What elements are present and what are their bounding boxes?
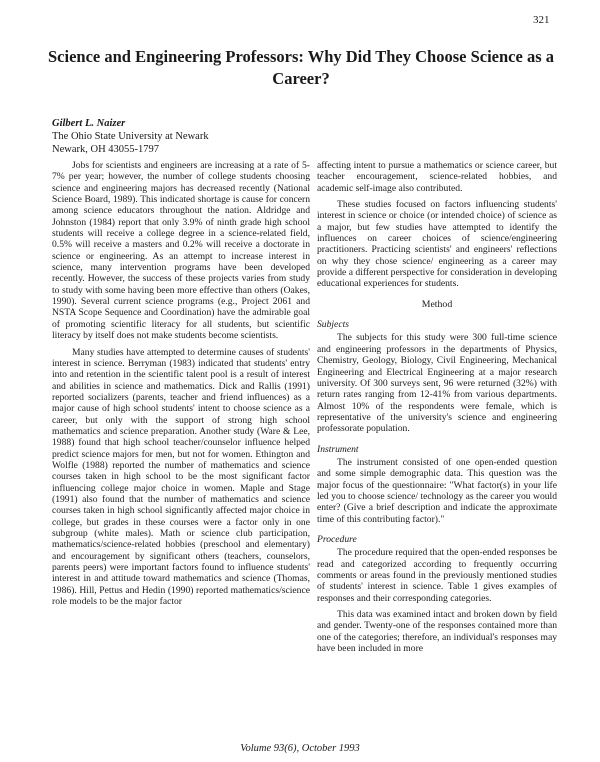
paragraph: Many studies have attempted to determine causes of students' interest in science. Berryman (1983) indicated that students' entry into and retention in the scientific talent pool is a result of interest and abilities in science and mathematics. Dick and Rallis (1991) reported socializers (parents, teacher and friend influences) as a major cause of high school students' intent to choose science as a career, but only with the support of strong high school mathematics and science preparation. Another study (Ware & Lee, 1988) found that high school teacher/counselor influence helped predict science majors for men, but not for women. Ethington and Wolfle (1988) reported the number of mathematics and science courses taken in high school to be the most significant factor influencing college major choice in women. Maple and Stage (1991) also found that the number of mathematics and science courses taken in high school significantly affected major choice in college, but grades in these courses were a factor only in one subgroup (white males). Math or science club participation, mathematics/science-related hobbies (preschool and elementary) and encouragement by significant others (teachers, counselors, parents peers) were important factors found to influence students' interest in and attitude toward mathematics and science (Thomas, 1986). Hill, Pettus and Hedin (1990) reported mathematics/science role models to be the major factor (52, 346, 310, 608)
journal-footer: Volume 93(6), October 1993 (240, 743, 360, 754)
paragraph: The instrument consisted of one open-ended question and some simple demographic data. This question was the major focus of the questionnaire: "What factor(s) in your life led you to choose science/ technology as the career you would enter? (Give a brief description and indicate the approximate time of this contributing factor)." (317, 456, 557, 525)
paragraph: This data was examined intact and broken down by field and gender. Twenty-one of the responses contained more than one of the categories; therefore, an individual's responses may have been included in more (317, 609, 557, 655)
author-name: Gilbert L. Naizer (52, 118, 126, 129)
paragraph: affecting intent to pursue a mathematics or science career, but teacher encouragement, science-related hobbies, and academic self-image also contributed. (317, 160, 557, 194)
article-title: Science and Engineering Professors: Why Did They Choose Science as a Career? (47, 47, 554, 88)
subheading-procedure: Procedure (317, 533, 357, 545)
author-block (52, 117, 209, 156)
paragraph: Jobs for scientists and engineers are increasing at a rate of 5-7% per year; however, the number of college students choosing science and engineering majors has decreased recently (National Science Board, 1989). This indicated shortage is cause for concern among science educators throughout the nation. Aldridge and Johnston (1984) report that only 3.9% of ninth grade high school students will receive a college degree in a science-related field, 0.5% will receive a masters and 0.2% will receive a doctorate in science or engineering. As an attempt to increase interest in science, many intervention programs have been developed recently. However, the success of these projects varies from study to study with some having been more effective than others (Oakes, 1990). Several current science programs (e.g., Project 2061 and NSTA Scope Sequence and Coordination) have the admirable goal of promoting scientific literacy for all students, but scientific literacy by itself does not make students become scientists. (52, 160, 310, 342)
page-number: 321 (533, 14, 550, 26)
left-column (52, 160, 310, 612)
paragraph: These studies focused on factors influencing students' interest in science or choice (or intended choice) of science as a major, but few studies have attempted to identify the influences on career choices of science/engineering practitioners. Practicing scientists' and engineers' reflections on why they chose science/ engineering as a career may provide a different perspective for consideration in developing educational experiences for students. (317, 199, 557, 290)
subheading-subjects: Subjects (317, 319, 349, 331)
author-affiliation: The Ohio State University at Newark (52, 131, 209, 142)
paragraph: The procedure required that the open-ended responses be read and categorized according to frequently occurring comments or areas found in the previously mentioned studies of students' interest in science. Table 1 gives examples of responses and their corresponding categories. (317, 547, 557, 604)
subheading-instrument: Instrument (317, 443, 359, 455)
paragraph: The subjects for this study were 300 full-time science and engineering professors in the departments of Physics, Chemistry, Geology, Biology, Civil Engineering, Mechanical Engineering and Electrical Engineering at a major research university. Of 300 surveys sent, 96 were returned (32%) with return rates ranging from 12-41% from various departments. Almost 10% of the respondents were female, which is representative of the university's science and engineering professorate population. (317, 332, 557, 435)
section-heading-method: Method (421, 298, 453, 310)
right-column (317, 160, 557, 659)
author-address: Newark, OH 43055-1797 (52, 144, 160, 155)
